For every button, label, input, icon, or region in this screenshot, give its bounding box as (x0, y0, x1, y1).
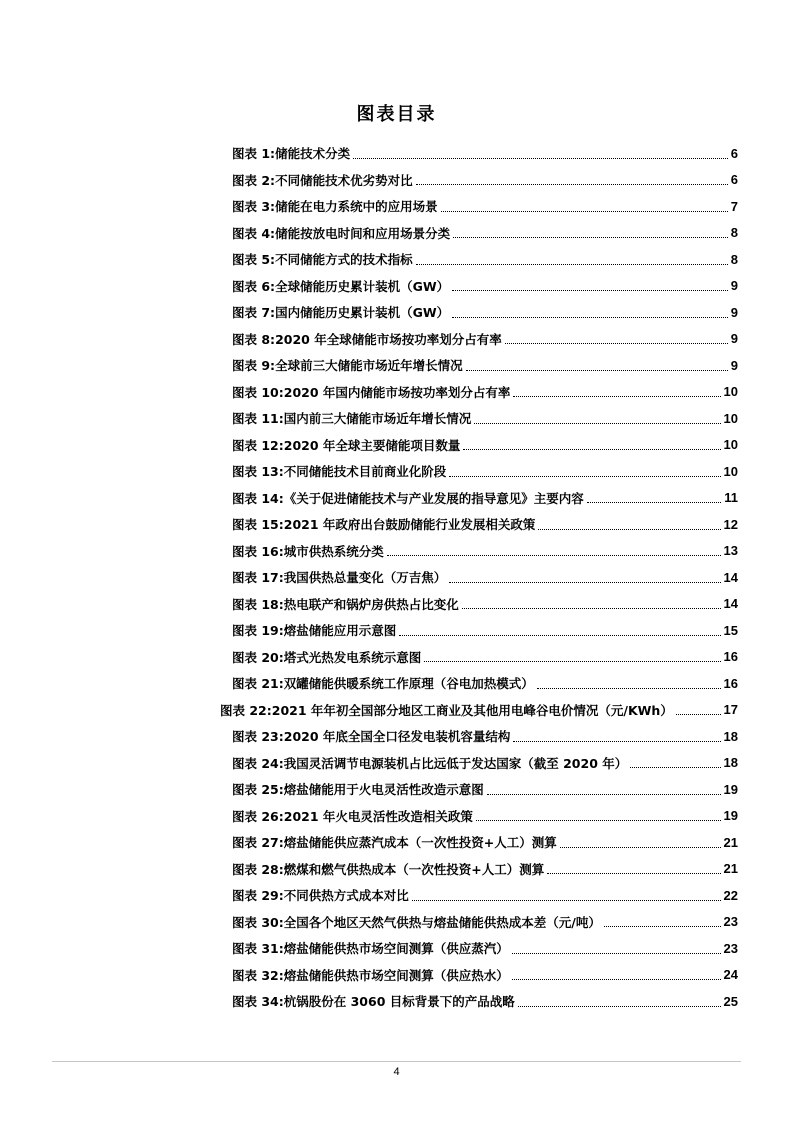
toc-entry-page-number: 15 (723, 622, 738, 638)
toc-entry-caption: 《关于促进储能技术与产业发展的指导意见》主要内容 (283, 490, 584, 506)
toc-entry-caption: 杭锅股份在 3060 目标背景下的产品战略 (283, 994, 515, 1010)
toc-entry-caption: 熔盐储能应用示意图 (283, 623, 397, 639)
toc-entry-label: 图表 30: (232, 914, 284, 930)
toc-entry-page-number: 25 (723, 993, 738, 1009)
toc-entry[interactable] (226, 458, 738, 485)
toc-entry[interactable] (226, 909, 738, 936)
toc-entry-label: 图表 1: (232, 146, 276, 162)
toc-leader-dots (487, 794, 721, 795)
toc-leader-dots (560, 847, 721, 848)
toc-entry-label: 图表 25: (232, 782, 284, 798)
toc-entry-caption: 不同储能方式的技术指标 (275, 252, 413, 268)
toc-entry[interactable] (226, 273, 738, 300)
toc-entry-page-number: 19 (723, 808, 738, 824)
toc-leader-dots (513, 396, 720, 397)
toc-leader-dots (538, 529, 720, 530)
toc-entry-caption: 我国灵活调节电源装机占比远低于发达国家（截至 2020 年） (283, 755, 628, 771)
toc-entry-caption: 熔盐储能供热市场空间测算（供应蒸汽） (283, 941, 509, 957)
toc-entry[interactable] (226, 644, 738, 671)
toc-entry[interactable] (226, 723, 738, 750)
toc-entry-caption: 储能在电力系统中的应用场景 (275, 199, 438, 215)
toc-entry-page-number: 6 (730, 145, 738, 161)
toc-list (220, 140, 738, 1015)
toc-entry[interactable] (226, 750, 738, 777)
toc-entry-label: 图表 3: (232, 199, 276, 215)
toc-entry-caption: 2021 年年初全国部分地区工商业及其他用电峰谷电价情况（元/KWh） (271, 702, 673, 718)
toc-entry-page-number: 6 (730, 172, 738, 188)
toc-entry-page-number: 7 (730, 198, 738, 214)
toc-entry-label: 图表 10: (232, 384, 284, 400)
toc-entry-label: 图表 18: (232, 596, 284, 612)
toc-entry-label: 图表 6: (232, 278, 276, 294)
toc-entry-label: 图表 28: (232, 861, 284, 877)
toc-entry-label: 图表 34: (232, 994, 284, 1010)
toc-entry[interactable] (226, 167, 738, 194)
toc-entry-page-number: 9 (730, 331, 738, 347)
toc-entry-label: 图表 20: (232, 649, 284, 665)
toc-leader-dots (512, 979, 721, 980)
toc-entry[interactable] (226, 538, 738, 565)
toc-entry-caption: 燃煤和燃气供热成本（一次性投资+人工）测算 (283, 861, 545, 877)
toc-entry-label: 图表 23: (232, 729, 284, 745)
toc-entry-caption: 2020 年全球储能市场按功率划分占有率 (275, 331, 502, 347)
toc-entry-page-number: 18 (723, 728, 738, 744)
toc-entry-page-number: 21 (723, 861, 738, 877)
toc-entry-caption: 2020 年底全国全口径发电装机容量结构 (283, 729, 511, 745)
toc-entry[interactable] (226, 352, 738, 379)
toc-entry[interactable] (226, 803, 738, 830)
toc-entry-page-number: 17 (723, 702, 738, 718)
toc-entry-label: 图表 19: (232, 623, 284, 639)
toc-entry-page-number: 16 (723, 649, 738, 665)
toc-entry-caption: 熔盐储能用于火电灵活性改造示意图 (283, 782, 484, 798)
toc-entry-label: 图表 11: (232, 411, 284, 427)
toc-leader-dots (537, 688, 721, 689)
toc-leader-dots (452, 317, 728, 318)
toc-leader-dots (387, 555, 721, 556)
toc-entry-label: 图表 7: (232, 305, 276, 321)
toc-entry-caption: 全球储能历史累计装机（GW） (275, 278, 450, 294)
toc-leader-dots (416, 264, 728, 265)
toc-entry[interactable] (226, 882, 738, 909)
toc-entry-page-number: 10 (723, 437, 738, 453)
toc-entry-label: 图表 16: (232, 543, 284, 559)
page-title: 图表目录 (356, 104, 437, 125)
toc-entry[interactable] (226, 935, 738, 962)
toc-entry-caption: 全球前三大储能市场近年增长情况 (275, 358, 463, 374)
toc-leader-dots (412, 900, 721, 901)
toc-entry[interactable] (226, 829, 738, 856)
toc-entry-page-number: 21 (723, 834, 738, 850)
toc-entry-label: 图表 26: (232, 808, 284, 824)
toc-entry-label: 图表 21: (232, 676, 284, 692)
toc-entry[interactable] (226, 988, 738, 1015)
toc-entry-page-number: 14 (723, 569, 738, 585)
toc-leader-dots (463, 449, 720, 450)
toc-entry-label: 图表 15: (232, 517, 284, 533)
toc-entry[interactable] (220, 697, 738, 724)
toc-entry-label: 图表 29: (232, 888, 284, 904)
toc-leader-dots (476, 820, 721, 821)
toc-entry-page-number: 13 (723, 543, 738, 559)
toc-entry-page-number: 9 (730, 304, 738, 320)
toc-leader-dots (353, 158, 728, 159)
toc-entry-caption: 熔盐储能供热市场空间测算（供应热水） (283, 967, 509, 983)
toc-entry[interactable] (226, 564, 738, 591)
toc-entry-page-number: 23 (723, 940, 738, 956)
toc-entry-page-number: 10 (723, 463, 738, 479)
toc-entry-page-number: 8 (730, 251, 738, 267)
toc-entry-caption: 储能按放电时间和应用场景分类 (275, 225, 451, 241)
toc-leader-dots (452, 290, 728, 291)
toc-entry[interactable] (226, 485, 738, 512)
toc-entry-caption: 不同储能技术优劣势对比 (275, 172, 413, 188)
toc-entry-label: 图表 31: (232, 941, 284, 957)
toc-entry-page-number: 23 (723, 914, 738, 930)
toc-entry-label: 图表 4: (232, 225, 276, 241)
toc-entry-caption: 2021 年政府出台鼓励储能行业发展相关政策 (283, 517, 536, 533)
toc-leader-dots (518, 1006, 721, 1007)
toc-entry-label: 图表 22: (220, 702, 272, 718)
footer-divider (52, 1061, 741, 1062)
toc-entry-caption: 我国供热总量变化（万吉焦） (283, 570, 447, 586)
toc-entry-caption: 国内储能历史累计装机（GW） (275, 305, 450, 321)
toc-entry[interactable] (226, 856, 738, 883)
toc-leader-dots (424, 661, 720, 662)
toc-leader-dots (441, 211, 728, 212)
toc-entry-page-number: 10 (723, 384, 738, 400)
toc-entry-label: 图表 17: (232, 570, 284, 586)
toc-entry-page-number: 16 (723, 675, 738, 691)
toc-entry-label: 图表 13: (232, 464, 284, 480)
toc-entry[interactable] (226, 432, 738, 459)
toc-entry-label: 图表 2: (232, 172, 276, 188)
toc-leader-dots (505, 343, 728, 344)
toc-entry-page-number: 24 (723, 967, 738, 983)
toc-entry-caption: 熔盐储能供应蒸汽成本（一次性投资+人工）测算 (283, 835, 557, 851)
toc-leader-dots (466, 370, 728, 371)
toc-leader-dots (547, 873, 720, 874)
page-number: 4 (393, 1066, 400, 1078)
toc-entry[interactable] (226, 962, 738, 989)
toc-entry[interactable] (226, 591, 738, 618)
toc-entry-page-number: 12 (723, 516, 738, 532)
toc-entry[interactable] (226, 379, 738, 406)
toc-entry-label: 图表 14: (232, 490, 284, 506)
toc-entry-caption: 储能技术分类 (275, 146, 351, 162)
toc-entry-page-number: 22 (723, 887, 738, 903)
toc-entry-caption: 2020 年国内储能市场按功率划分占有率 (283, 384, 511, 400)
toc-entry-caption: 城市供热系统分类 (283, 543, 384, 559)
toc-entry[interactable] (226, 326, 738, 353)
toc-leader-dots (453, 237, 728, 238)
toc-entry-caption: 国内前三大储能市场近年增长情况 (283, 411, 472, 427)
toc-entry-label: 图表 5: (232, 252, 276, 268)
toc-entry-page-number: 9 (730, 357, 738, 373)
toc-leader-dots (416, 184, 728, 185)
toc-leader-dots (513, 741, 720, 742)
toc-entry-caption: 双罐储能供暖系统工作原理（谷电加热模式） (283, 676, 534, 692)
toc-entry[interactable] (226, 220, 738, 247)
toc-entry-caption: 2021 年火电灵活性改造相关政策 (283, 808, 473, 824)
toc-entry-label: 图表 27: (232, 835, 284, 851)
toc-entry-label: 图表 12: (232, 437, 284, 453)
toc-entry-page-number: 11 (724, 490, 738, 506)
toc-entry-caption: 塔式光热发电系统示意图 (283, 649, 422, 665)
toc-leader-dots (462, 608, 721, 609)
toc-entry-caption: 热电联产和锅炉房供热占比变化 (283, 596, 459, 612)
toc-leader-dots (449, 476, 720, 477)
toc-entry-page-number: 8 (730, 225, 738, 241)
toc-entry-caption: 2020 年全球主要储能项目数量 (283, 437, 461, 453)
toc-entry-label: 图表 24: (232, 755, 284, 771)
toc-entry[interactable] (226, 246, 738, 273)
toc-leader-dots (587, 502, 721, 503)
toc-leader-dots (512, 953, 721, 954)
toc-leader-dots (474, 423, 720, 424)
toc-entry-label: 图表 32: (232, 967, 284, 983)
toc-leader-dots (449, 582, 720, 583)
toc-entry[interactable] (226, 140, 738, 167)
toc-entry[interactable] (226, 617, 738, 644)
toc-leader-dots (399, 635, 720, 636)
toc-entry-page-number: 9 (730, 278, 738, 294)
toc-entry[interactable] (226, 511, 738, 538)
toc-entry-caption: 不同储能技术目前商业化阶段 (283, 464, 447, 480)
toc-entry[interactable] (226, 193, 738, 220)
toc-entry[interactable] (226, 776, 738, 803)
toc-entry[interactable] (226, 670, 738, 697)
toc-leader-dots (630, 767, 720, 768)
toc-leader-dots (604, 926, 721, 927)
toc-entry-page-number: 14 (723, 596, 738, 612)
toc-entry-caption: 全国各个地区天然气供热与熔盐储能供热成本差（元/吨） (283, 914, 601, 930)
toc-entry-page-number: 10 (723, 410, 738, 426)
toc-entry[interactable] (226, 405, 738, 432)
toc-entry[interactable] (226, 299, 738, 326)
toc-entry-label: 图表 9: (232, 358, 276, 374)
toc-entry-page-number: 19 (723, 781, 738, 797)
toc-leader-dots (676, 714, 721, 715)
toc-entry-label: 图表 8: (232, 331, 276, 347)
toc-entry-caption: 不同供热方式成本对比 (283, 888, 409, 904)
toc-entry-page-number: 18 (723, 755, 738, 771)
